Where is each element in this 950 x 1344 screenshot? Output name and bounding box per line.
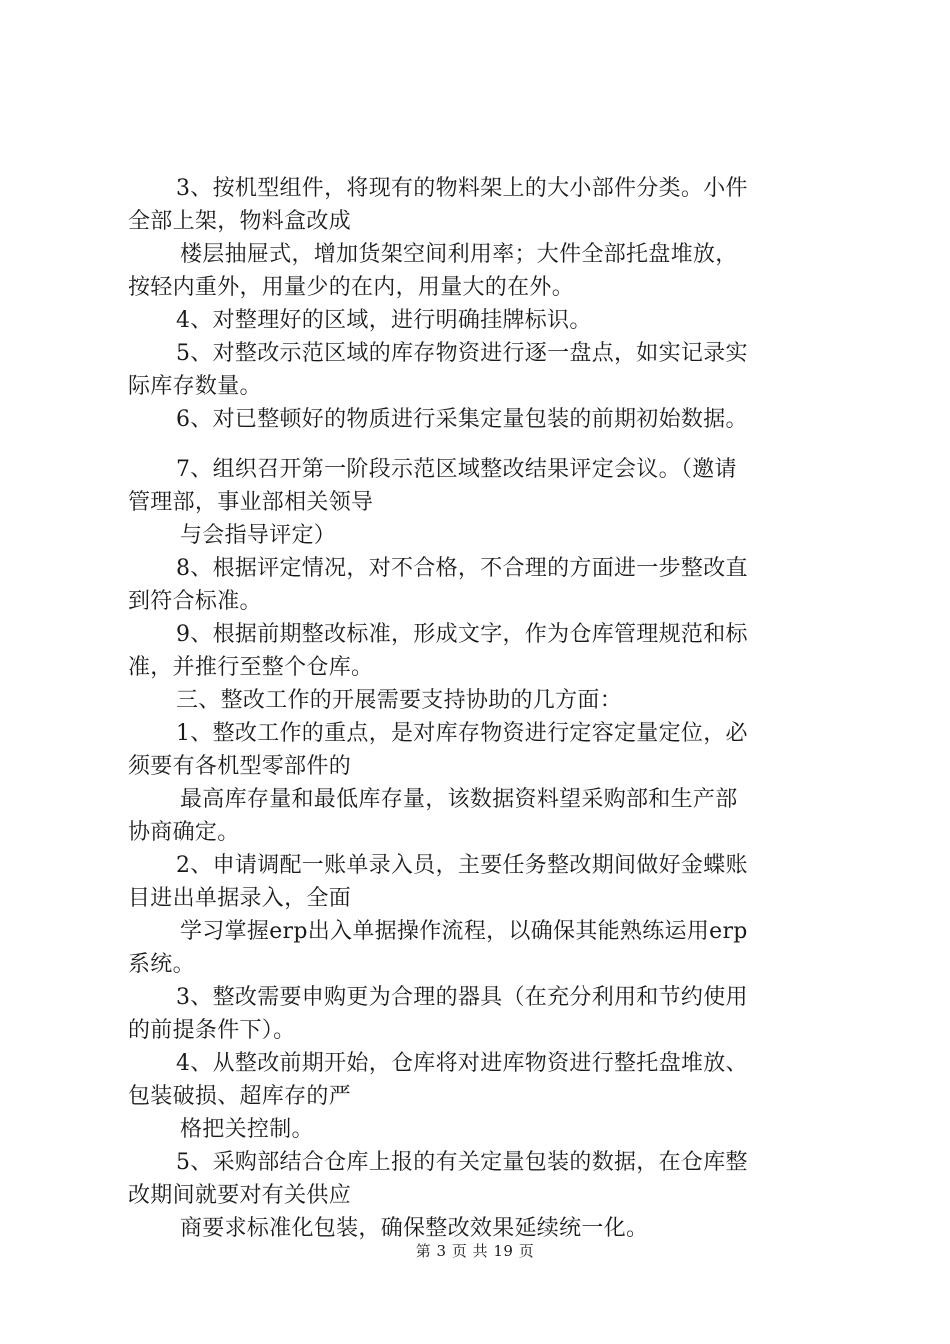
text-line: 到符合标准。 (128, 589, 262, 614)
text-line: 按轻内重外，用量少的在内，用量大的在外。 (128, 275, 575, 300)
text-line: 与会指导评定） (180, 523, 337, 548)
text-line: 6、对已整顿好的物质进行采集定量包装的前期初始数据。 (176, 407, 748, 432)
text-line: 格把关控制。 (180, 1117, 314, 1142)
text-line: 9、根据前期整改标准，形成文字，作为仓库管理规范和标 (176, 622, 748, 647)
text-line: 协商确定。 (128, 820, 240, 845)
text-line: 的前提条件下）。 (128, 1018, 296, 1043)
text-line: 5、对整改示范区域的库存物资进行逐一盘点，如实记录实 (176, 341, 748, 366)
text-line: 包装破损、超库存的严 (128, 1084, 352, 1109)
text-line: 2、申请调配一账单录入员，主要任务整改期间做好金蝶账 (176, 853, 748, 878)
text-line: 改期间就要对有关供应 (128, 1183, 352, 1208)
text-line: 际库存数量。 (128, 374, 262, 399)
page-number-footer: 第 3 页 共 19 页 (415, 1242, 535, 1260)
text-line: 8、根据评定情况，对不合格，不合理的方面进一步整改直 (176, 556, 748, 581)
text-line: 须要有各机型零部件的 (128, 754, 352, 779)
text-line: 商要求标准化包装，确保整改效果延续统一化。 (180, 1216, 649, 1241)
text-line: 全部上架，物料盒改成 (128, 209, 352, 234)
text-line: 目进出单据录入，全面 (128, 886, 352, 911)
text-line: 3、整改需要申购更为合理的器具（在充分利用和节约使用 (176, 985, 748, 1010)
document-body (128, 172, 833, 1245)
text-line: 5、采购部结合仓库上报的有关定量包装的数据，在仓库整 (176, 1150, 748, 1175)
text-line: 学习掌握erp出入单据操作流程，以确保其能熟练运用erp (180, 919, 748, 944)
text-line: 3、按机型组件，将现有的物料架上的大小部件分类。小件 (176, 176, 748, 201)
text-line: 4、对整理好的区域，进行明确挂牌标识。 (176, 308, 592, 333)
text-line: 准，并推行至整个仓库。 (128, 655, 374, 680)
text-line: 1、整改工作的重点，是对库存物资进行定容定量定位，必 (176, 721, 748, 746)
text-line: 7、组织召开第一阶段示范区域整改结果评定会议。（邀请 (176, 457, 737, 482)
section-heading: 三、整改工作的开展需要支持协助的几方面： (176, 688, 623, 713)
text-line: 楼层抽屉式，增加货架空间利用率；大件全部托盘堆放， (180, 242, 738, 267)
text-line: 最高库存量和最低库存量，该数据资料望采购部和生产部 (180, 787, 738, 812)
text-line: 4、从整改前期开始，仓库将对进库物资进行整托盘堆放、 (176, 1051, 748, 1076)
text-line: 系统。 (128, 952, 195, 977)
text-line: 管理部，事业部相关领导 (128, 490, 374, 515)
